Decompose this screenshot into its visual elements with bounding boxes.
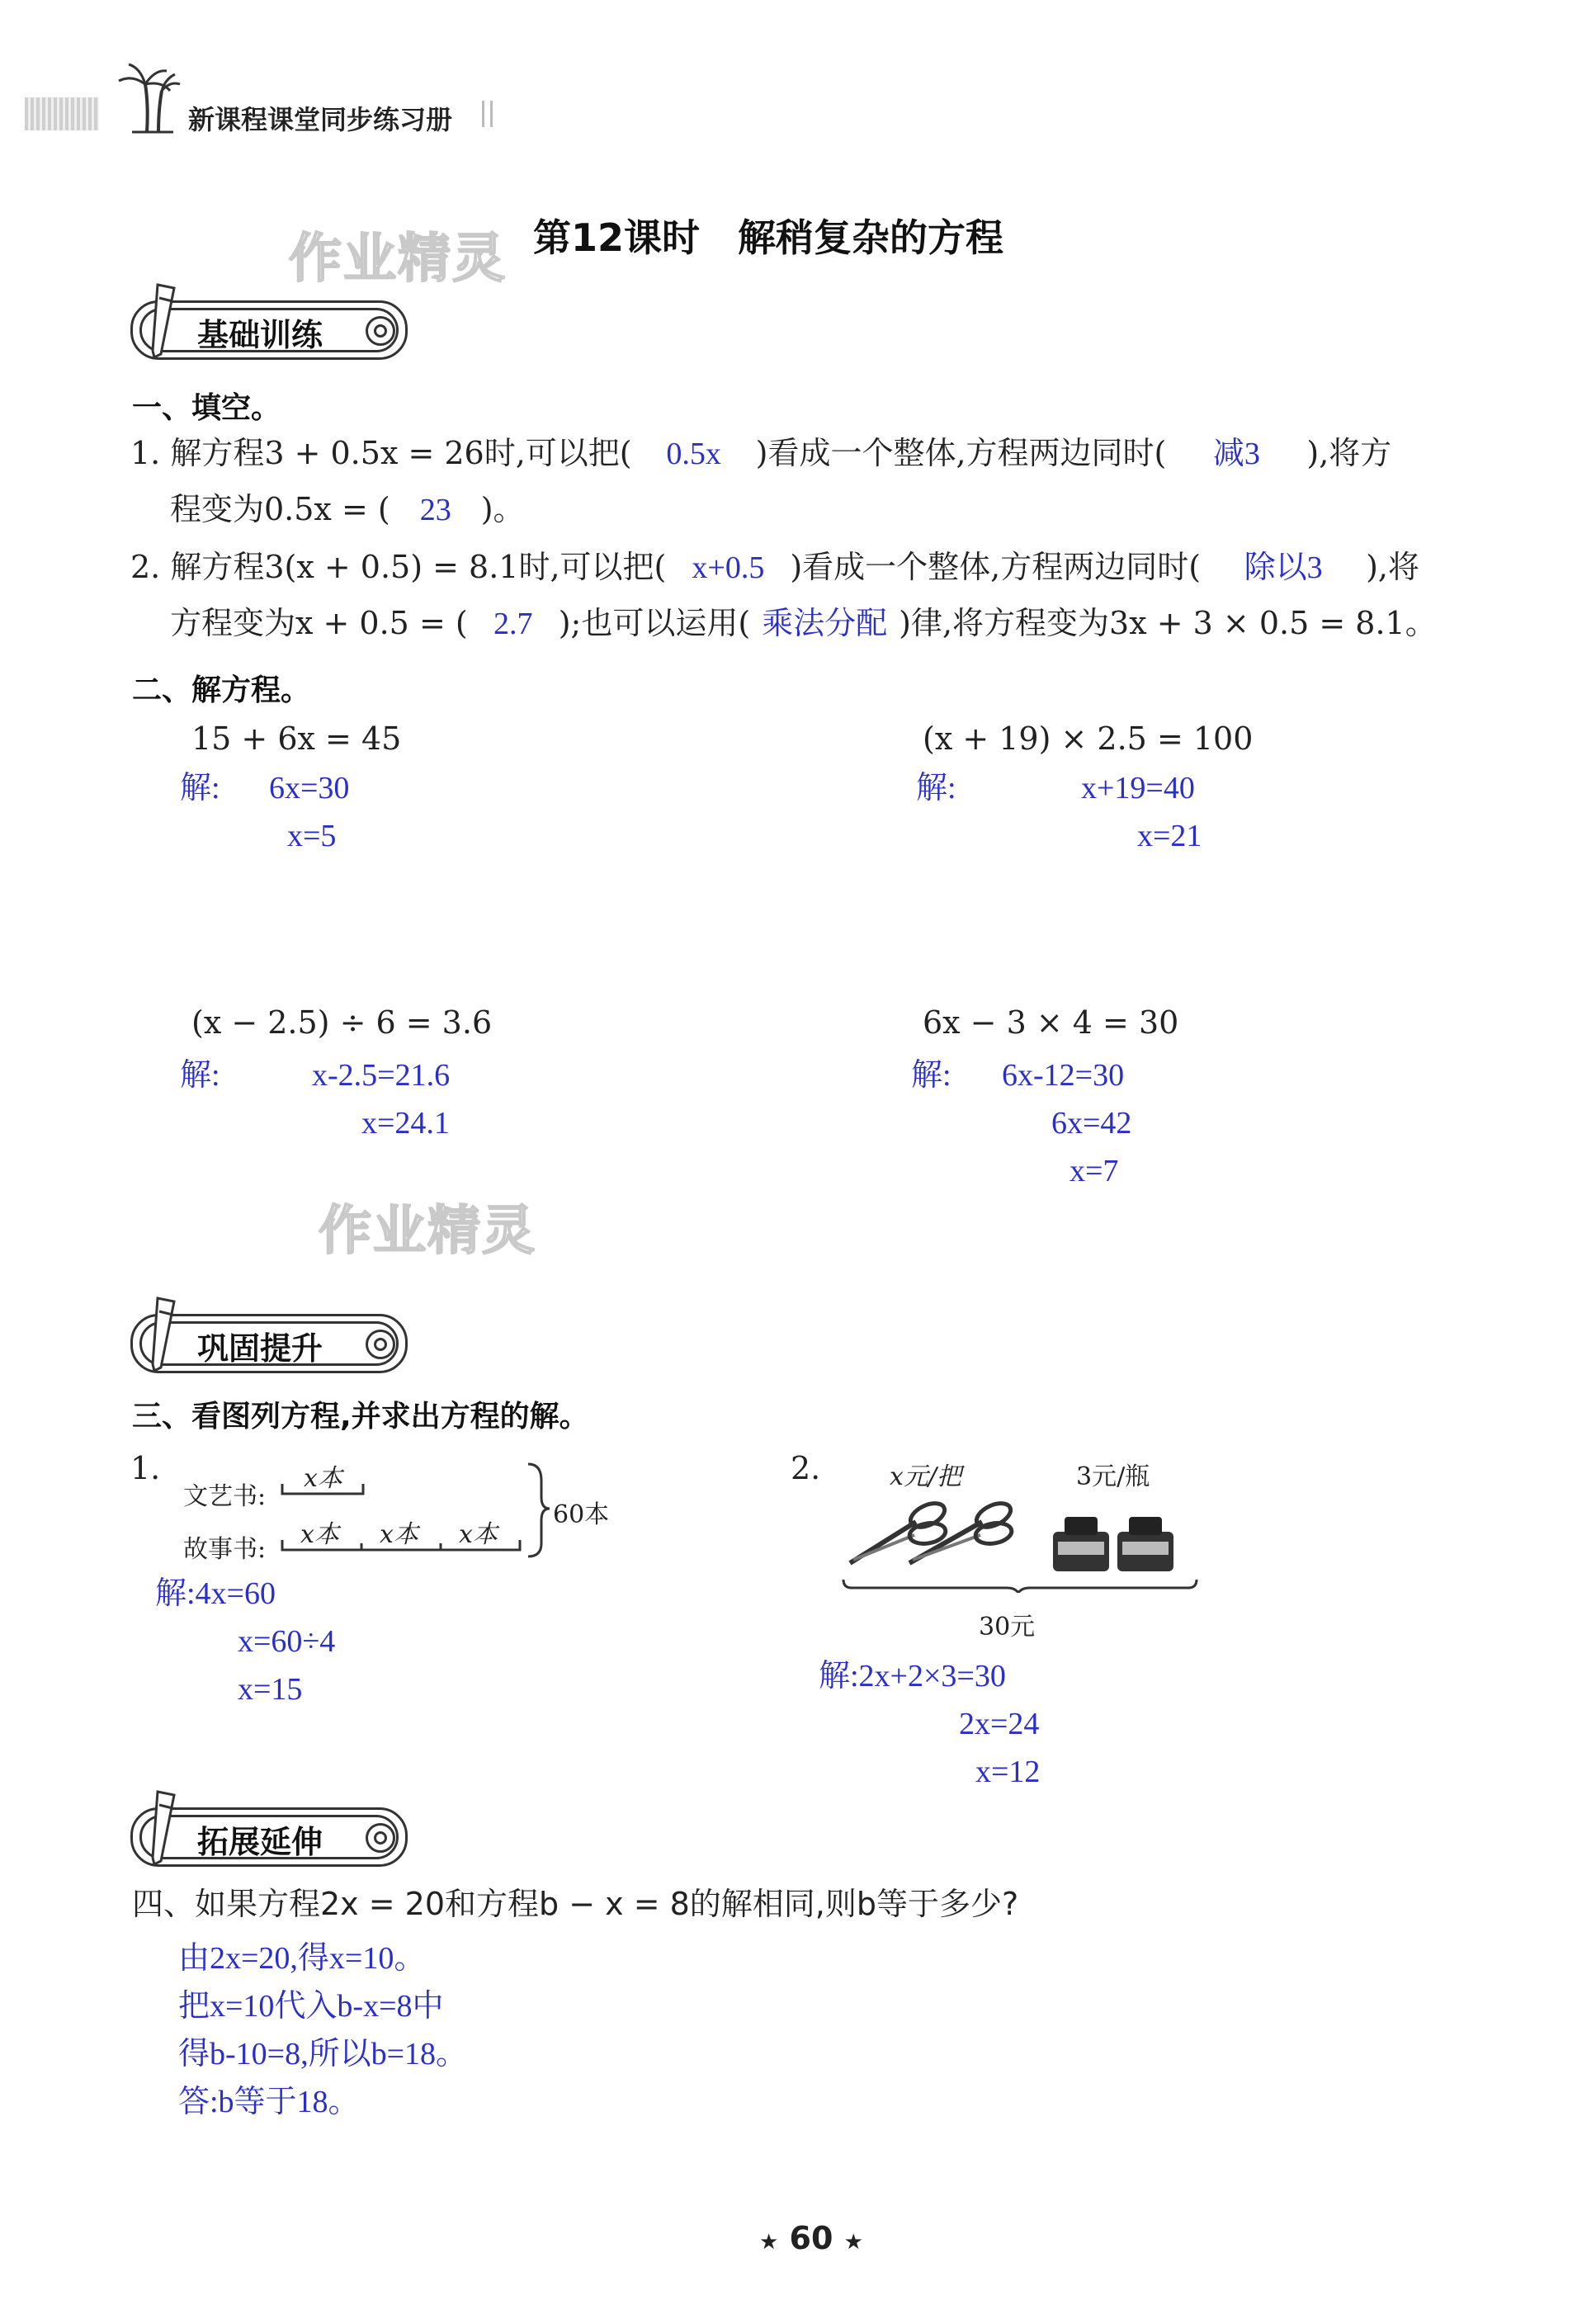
ink-price: 3元/瓶 bbox=[1076, 1462, 1150, 1491]
eq2-jie: 解: bbox=[916, 771, 956, 805]
pencil-icon bbox=[149, 281, 179, 361]
eq3-problem: (x − 2.5) ÷ 6 = 3.6 bbox=[191, 1004, 493, 1041]
badge-basic-training bbox=[130, 300, 408, 360]
segment-diagram bbox=[281, 1461, 553, 1560]
q2-answer-4: 乘法分配 bbox=[762, 607, 888, 641]
q2-answer-1: x+0.5 bbox=[692, 550, 765, 585]
p1-answer: x=60÷4 bbox=[238, 1624, 336, 1659]
scissors-price: x元/把 bbox=[890, 1462, 962, 1491]
p2-answer: 2x=24 bbox=[959, 1707, 1040, 1741]
scissors-and-ink-picture bbox=[842, 1494, 1205, 1593]
eq2-step: x=21 bbox=[1137, 819, 1202, 853]
section4-answer: 得b-10=8,所以b=18。 bbox=[178, 2037, 468, 2071]
eq3-step: x=24.1 bbox=[361, 1106, 450, 1141]
pencil-icon bbox=[149, 1788, 179, 1868]
ink-bottle-icon bbox=[1117, 1517, 1173, 1571]
star-icon: ★ bbox=[759, 2230, 779, 2255]
q2-line2: 方程变为x + 0.5 = ( 2.7 );也可以运用( 乘法分配 )律,将方程变为3x + 3 × 0.5 = 8.1。 bbox=[170, 605, 1437, 641]
badge-consolidate bbox=[130, 1314, 408, 1373]
eq3-jie: 解: bbox=[180, 1058, 220, 1093]
pencil-icon bbox=[149, 1295, 179, 1374]
seg-label: x本 bbox=[380, 1520, 418, 1549]
q1-answer-1: 0.5x bbox=[666, 437, 721, 471]
eq3-step: x-2.5=21.6 bbox=[312, 1058, 451, 1093]
eq4-step: 6x-12=30 bbox=[1002, 1058, 1125, 1093]
q1-answer-2: 减3 bbox=[1212, 437, 1260, 471]
q2-answer-2: 除以3 bbox=[1244, 550, 1323, 585]
section4-answer: 由2x=20,得x=10。 bbox=[178, 1941, 426, 1976]
section3-heading: 三、看图列方程,并求出方程的解。 bbox=[132, 1400, 589, 1434]
seg-label: x本 bbox=[459, 1520, 498, 1549]
page-number: ★ 60 ★ bbox=[759, 2220, 863, 2256]
badge-extend bbox=[130, 1807, 408, 1867]
section4-answer: 答:b等于18。 bbox=[178, 2085, 360, 2119]
badge-label: 拓展延伸 bbox=[197, 1824, 323, 1860]
scissors-icon bbox=[909, 1499, 1014, 1563]
star-icon: ★ bbox=[843, 2230, 863, 2255]
badge-label: 巩固提升 bbox=[197, 1330, 323, 1367]
q1-answer-3: 23 bbox=[419, 493, 451, 527]
header-decoration-bar bbox=[25, 97, 99, 130]
eq1-jie: 解: bbox=[180, 771, 220, 805]
q2-line1: 2. 解方程3(x + 0.5) = 8.1时,可以把( x+0.5 )看成一个整体,方程两边同时( 除以3 ),将 bbox=[130, 549, 1419, 585]
eq4-step: 6x=42 bbox=[1051, 1106, 1132, 1141]
badge-label: 基础训练 bbox=[197, 317, 323, 353]
watermark: 作业精灵 bbox=[319, 1201, 536, 1262]
section2-heading: 二、解方程。 bbox=[132, 673, 311, 707]
eq1-step: 6x=30 bbox=[269, 771, 350, 805]
eq4-problem: 6x − 3 × 4 = 30 bbox=[923, 1004, 1179, 1041]
eq4-jie: 解: bbox=[911, 1058, 951, 1093]
total-cost: 30元 bbox=[979, 1613, 1036, 1641]
palm-tree-icon bbox=[116, 59, 182, 134]
section1-heading: 一、填空。 bbox=[132, 391, 281, 425]
q2-answer-3: 2.7 bbox=[493, 607, 533, 641]
lesson-title: 第12课时 解稍复杂的方程 bbox=[533, 215, 1004, 260]
seg-label: x本 bbox=[300, 1520, 339, 1549]
eq1-step: x=5 bbox=[287, 819, 337, 853]
header-divider bbox=[490, 101, 493, 127]
p1-answer: x=15 bbox=[238, 1672, 303, 1707]
watermark: 作业精灵 bbox=[289, 229, 507, 290]
label-gushi: 故事书: bbox=[183, 1535, 267, 1564]
header-divider bbox=[482, 101, 484, 127]
label-wenyi: 文艺书: bbox=[183, 1482, 267, 1511]
seg-label: x本 bbox=[304, 1464, 342, 1493]
eq1-problem: 15 + 6x = 45 bbox=[191, 720, 402, 757]
eq2-step: x+19=40 bbox=[1081, 771, 1195, 805]
p1-number: 1. bbox=[130, 1450, 161, 1486]
eq2-problem: (x + 19) × 2.5 = 100 bbox=[923, 720, 1254, 757]
p1-answer: 解:4x=60 bbox=[155, 1576, 276, 1611]
eq4-step: x=7 bbox=[1070, 1154, 1119, 1188]
p2-number: 2. bbox=[791, 1450, 821, 1486]
ink-bottle-icon bbox=[1053, 1517, 1109, 1571]
q1-line1: 1. 解方程3 + 0.5x = 26时,可以把( 0.5x )看成一个整体,方程两边同时( 减3 ),将方 bbox=[130, 435, 1392, 471]
section4-heading: 四、如果方程2x = 20和方程b − x = 8的解相同,则b等于多少? bbox=[132, 1886, 1019, 1922]
p2-answer: 解:2x+2×3=30 bbox=[819, 1659, 1006, 1693]
total-books: 60本 bbox=[553, 1500, 610, 1529]
section4-answer: 把x=10代入b-x=8中 bbox=[178, 1989, 444, 2024]
q1-line2: 程变为0.5x = ( 23 )。 bbox=[170, 491, 525, 527]
p2-answer: x=12 bbox=[975, 1755, 1041, 1789]
book-title: 新课程课堂同步练习册 bbox=[188, 104, 453, 135]
